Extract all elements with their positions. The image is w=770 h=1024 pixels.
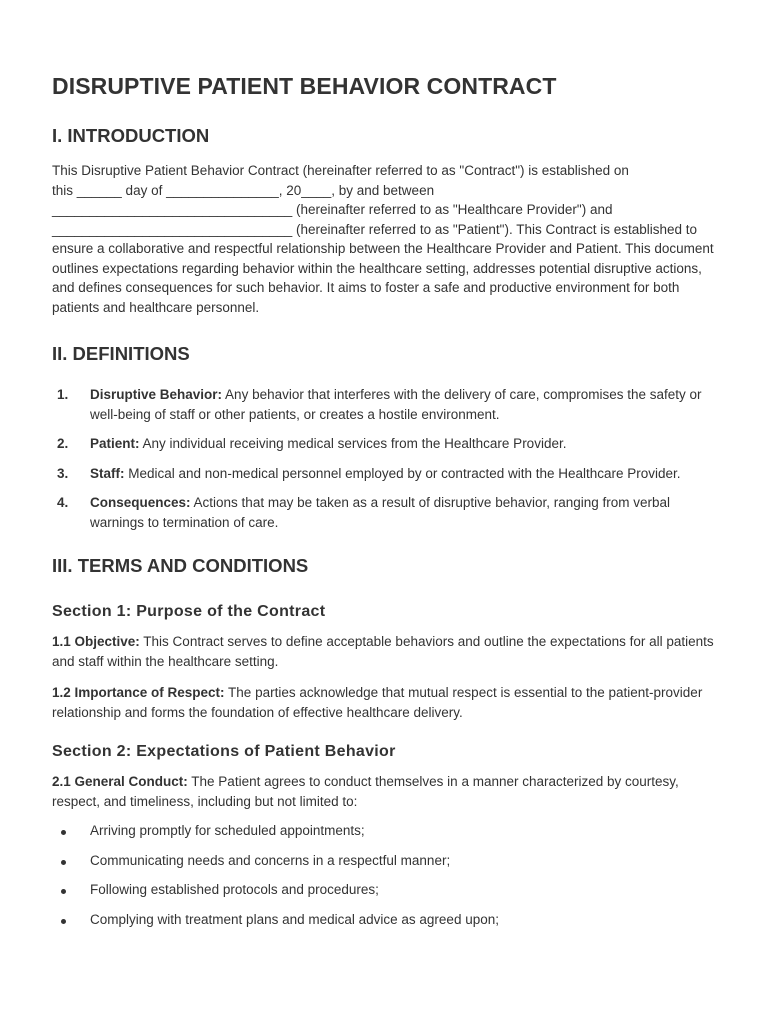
definition-text: Actions that may be taken as a result of disruptive behavior, ranging from verbal warnings to termination of care. — [90, 495, 671, 530]
clause-1-2 — [52, 683, 718, 722]
clause-2-1 — [52, 772, 718, 811]
introduction-line-1: This Disruptive Patient Behavior Contract (hereinafter referred to as "Contract") is established on — [52, 163, 629, 178]
clause-label: 1.1 Objective: — [52, 634, 140, 649]
bullet-item — [52, 880, 718, 900]
introduction-heading: I. INTRODUCTION — [52, 125, 210, 146]
bullet-text: Following established protocols and procedures; — [90, 882, 379, 897]
definition-item — [52, 464, 718, 484]
bullet-icon — [61, 889, 66, 894]
bullet-item — [52, 910, 718, 930]
bullet-text: Complying with treatment plans and medical advice as agreed upon; — [90, 911, 499, 927]
definitions-heading: II. DEFINITIONS — [52, 343, 190, 364]
section-2-heading: Section 2: Expectations of Patient Behavior — [52, 743, 396, 760]
conduct-bullet-list — [52, 821, 718, 929]
definition-number: 4. — [57, 495, 69, 510]
bullet-text: Communicating needs and concerns in a respectful manner; — [90, 852, 451, 868]
definition-item — [52, 493, 718, 532]
clause-text: This Contract serves to define acceptable behaviors and outline the expectations for all patients and staff within the healthcare setting. — [52, 634, 714, 669]
introduction-rest: established to ensure a collaborative and respectful relationship between the Healthcare Provider and Patient. This document outlines expectations regarding behavior within the healthcare setting, addresses potential disruptive actions, and defines consequences for such behavior. It aims to foster a safe and productive environment for both patients and healthcare personnel. — [52, 221, 714, 315]
definition-term: Staff: — [90, 465, 125, 481]
definition-item — [52, 385, 718, 424]
clause-1-1 — [52, 632, 718, 671]
terms-heading: III. TERMS AND CONDITIONS — [52, 555, 309, 576]
definition-number: 2. — [57, 436, 69, 451]
definition-term: Disruptive Behavior: — [90, 387, 223, 402]
definition-text: Medical and non-medical personnel employed by or contracted with the Healthcare Provider. — [124, 465, 681, 481]
bullet-icon — [61, 860, 66, 865]
clause-text: The parties acknowledge that mutual respect is essential to the patient-provider relationship and forms the foundation of effective healthcare delivery. — [52, 685, 703, 720]
definition-term: Consequences: — [90, 495, 191, 510]
clause-label: 1.2 Importance of Respect: — [52, 685, 225, 700]
definition-number: 3. — [57, 465, 69, 481]
definition-number: 1. — [57, 387, 69, 402]
introduction-line-4: ________________________________ (hereinafter referred to as "Patient"). This Contract is — [52, 221, 610, 237]
introduction-line-2: this ______ day of _______________, 20____, by and between — [52, 182, 435, 198]
definition-text: Any individual receiving medical services from the Healthcare Provider. — [139, 436, 567, 451]
bullet-item — [52, 851, 718, 871]
section-1-heading: Section 1: Purpose of the Contract — [52, 603, 326, 620]
bullet-icon — [61, 830, 66, 835]
definition-item — [52, 434, 718, 454]
bullet-item — [52, 821, 718, 841]
document-title: DISRUPTIVE PATIENT BEHAVIOR CONTRACT — [52, 73, 557, 99]
introduction-line-3: ________________________________ (hereinafter referred to as "Healthcare Provider") and — [52, 202, 613, 217]
introduction-paragraph — [52, 161, 718, 317]
bullet-icon — [61, 919, 66, 924]
bullet-text: Arriving promptly for scheduled appointments; — [90, 823, 365, 838]
definitions-list — [52, 385, 718, 532]
definition-term: Patient: — [90, 436, 140, 451]
clause-text: The Patient agrees to conduct themselves in a manner characterized by courtesy, respect, and timeliness, including but not limited to: — [52, 774, 679, 809]
definition-text: Any behavior that interferes with the delivery of care, compromises the safety or well-being of staff or other patients, or creates a hostile environment. — [90, 387, 702, 422]
clause-label: 2.1 General Conduct: — [52, 774, 188, 789]
